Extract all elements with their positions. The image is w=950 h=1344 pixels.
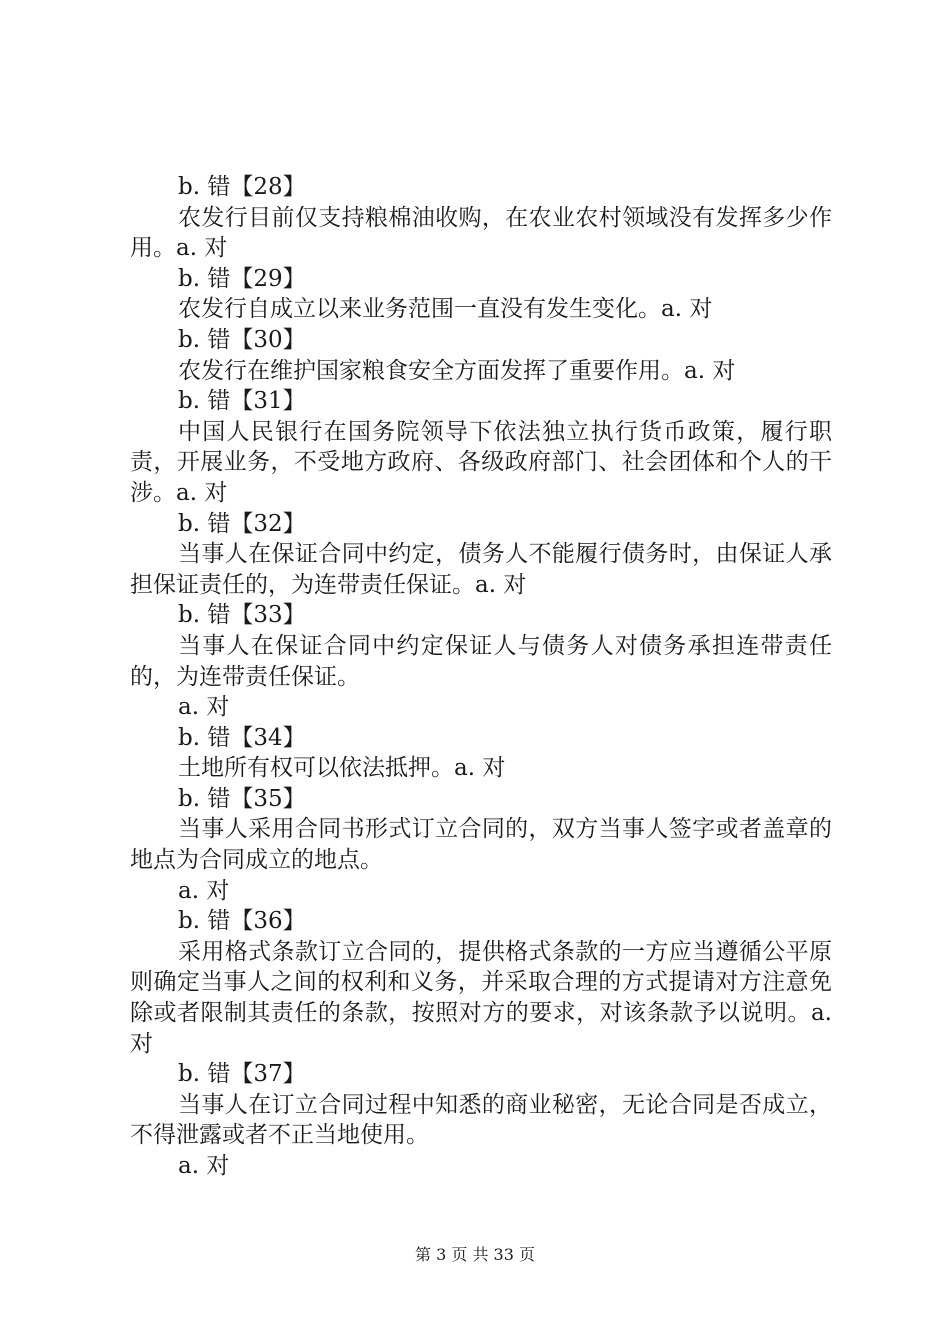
- page-body: [130, 172, 832, 1182]
- question-paragraph: 土地所有权可以依法抵押。a. 对: [178, 755, 506, 782]
- answer-line: b. 错【32】: [178, 510, 306, 537]
- question-paragraph: 农发行自成立以来业务范围一直没有发生变化。a. 对: [178, 296, 713, 323]
- answer-line: b. 错【28】: [178, 174, 306, 200]
- answer-line: b. 错【34】: [178, 724, 306, 751]
- question-paragraph: 当事人采用合同书形式订立合同的，双方当事人签字或者盖章的地点为合同成立的地点。: [130, 816, 832, 874]
- answer-line: b. 错【33】: [178, 602, 306, 629]
- question-paragraph: 当事人在保证合同中约定，债务人不能履行债务时，由保证人承担保证责任的，为连带责任保证。a. 对: [130, 541, 832, 598]
- question-paragraph: 农发行目前仅支持粮棉油收购，在农业农村领域没有发挥多少作用。a. 对: [130, 204, 832, 262]
- question-paragraph: 当事人在保证合同中约定保证人与债务人对债务承担连带责任的，为连带责任保证。: [130, 632, 832, 690]
- answer-line: b. 错【35】: [178, 785, 306, 812]
- answer-line: a. 对: [178, 694, 230, 721]
- answer-line: b. 错【31】: [178, 388, 306, 415]
- answer-line: b. 错【30】: [178, 326, 306, 353]
- answer-line: b. 错【37】: [178, 1061, 306, 1088]
- answer-line: a. 对: [178, 1153, 230, 1179]
- question-paragraph: 农发行在维护国家粮食安全方面发挥了重要作用。a. 对: [178, 357, 736, 384]
- question-paragraph: 当事人在订立合同过程中知悉的商业秘密，无论合同是否成立，不得泄露或者不正当地使用。: [130, 1091, 832, 1149]
- answer-line: b. 错【29】: [178, 265, 306, 292]
- answer-line: b. 错【36】: [178, 908, 306, 935]
- question-paragraph: 采用格式条款订立合同的，提供格式条款的一方应当遵循公平原则确定当事人之间的权利和义务，并采取合理的方式提请对方注意免除或者限制其责任的条款，按照对方的要求，对该条款予以说明。a. 对: [130, 938, 832, 1057]
- answer-line: a. 对: [178, 877, 230, 904]
- question-paragraph: 中国人民银行在国务院领导下依法独立执行货币政策，履行职责，开展业务，不受地方政府、各级政府部门、社会团体和个人的干涉。a. 对: [130, 418, 832, 506]
- page-footer: [0, 1242, 950, 1265]
- page-number: 第 3 页 共 33 页: [415, 1245, 535, 1264]
